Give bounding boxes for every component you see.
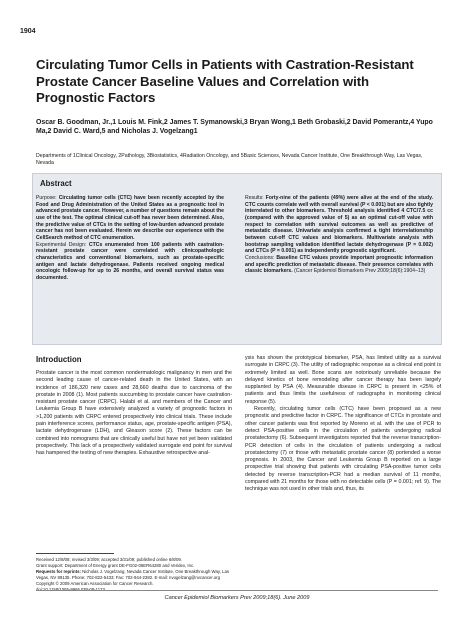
footnote-received: Received 12/8/08; revised 3/3/09; accepted 3/31/09; published online 6/8/09.	[36, 557, 182, 562]
footnotes	[36, 557, 232, 592]
article-title: Circulating Tumor Cells in Patients with Castration-Resistant Prostate Cancer Baseline Values and Correlation with Prognostic Factors	[36, 57, 414, 105]
body-right-column	[245, 355, 441, 494]
abstract-conclusions	[245, 255, 433, 275]
reprints-text: Nicholas J. Vogelzang, Nevada Cancer Institute, One Breakthrough Way, Las Vegas, NV 89135. Phone: 702-822-5433; Fax: 702-944-2382. E-mail: nvogelzang@nvcancer.org	[36, 568, 229, 580]
abstract-heading: Abstract	[40, 179, 72, 188]
purpose-label: Purpose:	[36, 195, 57, 201]
purpose-text: Circulating tumor cells (CTC) have been recently accepted by the Food and Drug Administration of the United States as a prognostic tool in advanced prostate cancer. However, a number of questions remain about the use of the test. The optimal clinical cut-off has never been determined. Also, the predictive value of CTCs in the setting of low-burden advanced prostate cancer has not been evaluated. Herein we describe our experience with the CellSearch method of CTC enumeration.	[36, 195, 224, 241]
footer-divider	[36, 590, 438, 591]
abstract-purpose	[36, 195, 224, 242]
intro-paragraph-1-continued: ysis has shown the prototypical biomarker, PSA, has limited utility as a survival surrogate in CRPC (3). The utility of radiographic response as a clinical end point is extremely limited as well. Bone scans are notoriously unreliable because the delayed kinetics of bone remodeling after cancer therapy has been largely supplanted by PSA (4). Measurable disease in CRPC is present in <25% of patients and thus limits the usefulness of radiographs in monitoring clinical response (5).	[245, 355, 441, 405]
page-footer: Cancer Epidemiol Biomarkers Prev 2009;18(6). June 2009	[164, 595, 310, 601]
footnote-reprints	[36, 569, 232, 581]
design-text: CTCs enumerated from 100 patients with castration-resistant prostate cancer were correlated with clinicopathologic characteristics and conventional biomarkers, such as prostate-specific antigen and lactate dehydrogenase. Patients received ongoing medical oncologic follow-up for up to 26 months, and overall survival status was documented.	[36, 241, 224, 281]
abstract-citation: (Cancer Epidemiol Biomarkers Prev 2009;18(6):1904–13)	[294, 268, 426, 275]
abstract-left-column	[36, 195, 224, 282]
conclusions-text: Baseline CTC values provide important prognostic information and specific prediction of metastatic disease. Their presence correlates with classic biomarkers.	[245, 254, 433, 275]
intro-paragraph-2: Recently, circulating tumor cells (CTC) have been proposed as a new prognostic and predictive factor in CRPC. The significance of CTCs in prostate and other cancer patients was first reported by Moreno et al. with the use of PCR to detect PSA-positive cells in the circulation of patients undergoing radical prostatectomy (6). Subsequent investigators reported that the reverse transcription-PCR detection of cells in the circulation of patients undergoing a radical prostatectomy (7) or those with metastatic prostate cancer (8) portended a worse prognosis. In 2003, the Cancer and Leukemia Group B reported on a large prospective trial showing that patients with circulating PSA-positive tumor cells detected by reverse transcription-PCR had a median survival of 11 months, compared with 21 months for those with no detectable cells (P = 0.001; ref. 9). The technique was not used in other trials and, thus, its	[245, 406, 441, 493]
affiliations: Departments of 1Clinical Oncology, 2Pathology, 3Biostatistics, 4Radiation Oncology, and 5Basic Sciences, Nevada Cancer Institute, One Breakthrough Way, Las Vegas, Nevada	[36, 153, 423, 166]
footnote-doi: doi:10.1158/1055-9965.EPI-08-1173	[36, 586, 105, 592]
design-label: Experimental Design:	[36, 241, 87, 248]
results-text: Forty-nine of the patients (49%) were alive at the end of the study. CTC counts correlate well with overall survival (P < 0.001) but are also tightly interrelated to other biomarkers. Threshold analysis identified 4 CTC/7.5 cc (compared with the approved value of 5) as an optimal cut-off value with respect to correlation with survival outcomes as well as predictive of metastatic disease. Univariate analysis confirmed a tight interrelationship between cut-off CTC values and biomarkers. Multivariate analysis with bootstrap sampling validation identified lactate dehydrogenase (P = 0.002) and CTCs (P = 0.001) as independently prognostic significant.	[245, 195, 433, 255]
abstract-results	[245, 195, 433, 255]
footnote-copyright: Copyright © 2009 American Association for Cancer Research.	[36, 580, 154, 586]
intro-paragraph-1: Prostate cancer is the most common nondermatologic malignancy in men and the second leading cause of cancer-related death in the United States, with an incidence of 186,320 new cases and 28,660 deaths due to carcinoma of the prostate in 2008 (1). Most patients succumbing to prostate cancer have castration-resistant prostate cancer (CRPC). Halabi et al. and members of the Cancer and Leukemia Group B have extensively analyzed a variety of prognostic factors in >1,200 patients with CRPC entered prospectively into clinical trials. These include pain interference scores, performance status, age, prostate-specific antigen (PSA), lactate dehydrogenase (LDH), and Gleason score (2). These factors can be combined into nomograms that are clinically useful but have not yet been validated prospectively. This lack of a prospectively validated surrogate end point for survival has hampered the testing of new therapies. Exhaustive retrospective anal-	[36, 370, 232, 457]
results-label: Results:	[245, 195, 264, 201]
introduction-heading: Introduction	[36, 355, 82, 364]
abstract-design	[36, 242, 224, 282]
body-left-column	[36, 370, 232, 458]
footnote-grant: Grant support: Department of Energy grant DE-FG02-06ER64280 and Veridex, Inc.	[36, 562, 195, 568]
title-block	[36, 57, 436, 107]
conclusions-label: Conclusions:	[245, 254, 275, 261]
abstract-right-column	[245, 195, 433, 275]
footnote-divider	[36, 553, 114, 554]
reprints-label: Requests for reprints:	[36, 568, 81, 574]
author-list: Oscar B. Goodman, Jr.,1 Louis M. Fink,2 James T. Symanowski,3 Bryan Wong,1 Beth Grobaski,2 David Pomerantz,4 Yupo Ma,2 David C. Ward,5 and Nicholas J. Vogelzang1	[36, 119, 433, 136]
page-number: 1904	[20, 28, 36, 35]
